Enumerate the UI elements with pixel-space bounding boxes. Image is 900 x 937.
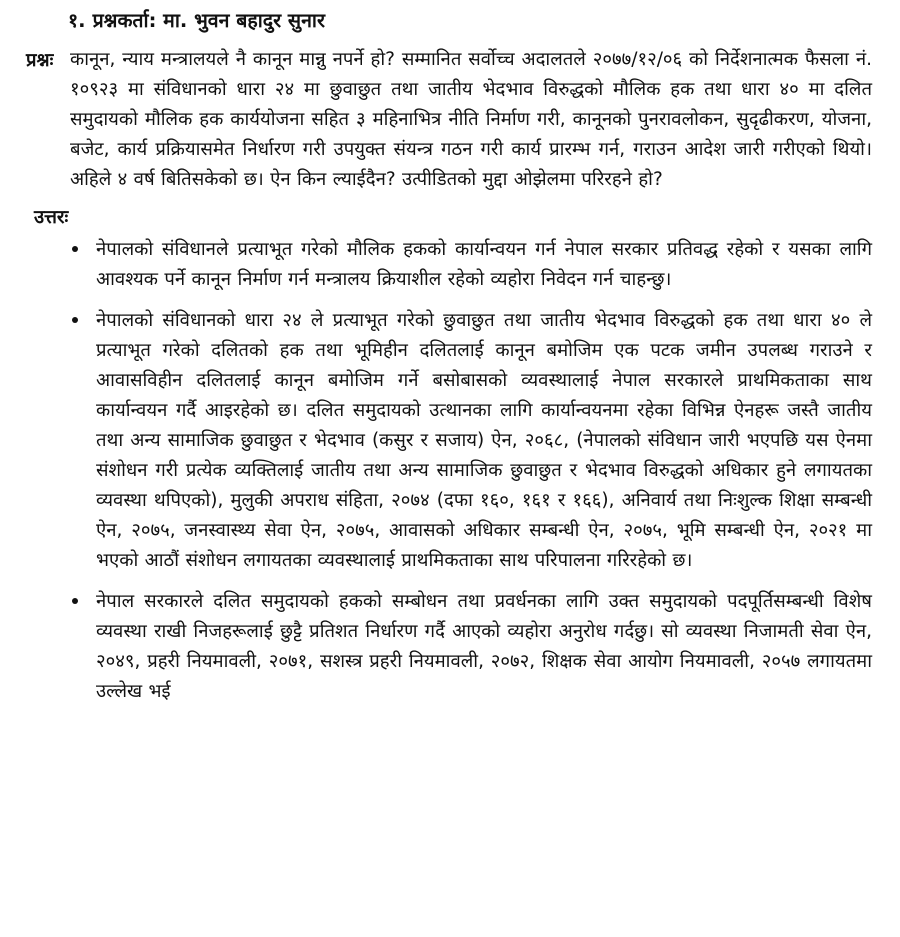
list-item: नेपालको संविधानले प्रत्याभूत गरेको मौलिक हकको कार्यान्वयन गर्न नेपाल सरकार प्रतिवद्ध रहेको र यसका लागि आवश्यक पर्ने कानून निर्माण गर्न मन्त्रालय क्रियाशील रहेको व्यहोरा निवेदन गर्न चाहन्छु।: [68, 235, 872, 295]
list-item: नेपालको संविधानको धारा २४ ले प्रत्याभूत गरेको छुवाछुत तथा जातीय भेदभाव विरुद्धको हक तथा धारा ४० ले प्रत्याभूत गरेको दलितको हक तथा भूमिहीन दलितलाई कानून बमोजिम एक पटक जमीन उपलब्ध गराउने र आवासविहीन दलितलाई कानून बमोजिम गर्ने बसोबासको व्यवस्थालाई नेपाल सरकारले प्राथमिकताका साथ कार्यान्वयन गर्दै आइरहेको छ। दलित समुदायको उत्थानका लागि कार्यान्वयनमा रहेका विभिन्न ऐनहरू जस्तै जातीय तथा अन्य सामाजिक छुवाछुत र भेदभाव (कसुर र सजाय) ऐन, २०६८, (नेपालको संविधान जारी भएपछि यस ऐनमा संशोधन गरी प्रत्येक व्यक्तिलाई जातीय तथा अन्य सामाजिक छुवाछुत र भेदभाव विरुद्धको अधिकार हुने लगायतका व्यवस्था थपिएको), मुलुकी अपराध संहिता, २०७४ (दफा १६०, १६१ र १६६), अनिवार्य तथा निःशुल्क शिक्षा सम्बन्धी ऐन, २०७५, जनस्वास्थ्य सेवा ऐन, २०७५, आवासको अधिकार सम्बन्धी ऐन, २०७५, भूमि सम्बन्धी ऐन, २०२१ मा भएको आठौं संशोधन लगायतका व्यवस्थालाई प्राथमिकताका साथ परिपालना गरिरहेको छ।: [68, 306, 872, 576]
question-title-text: प्रश्नकर्ता: मा. भुवन बहादुर सुनार: [92, 9, 325, 32]
question-label: प्रश्नः: [26, 50, 54, 72]
list-item: नेपाल सरकारले दलित समुदायको हकको सम्बोधन तथा प्रवर्धनका लागि उक्त समुदायको पदपूर्तिसम्बन्धी विशेष व्यवस्था राखी निजहरूलाई छुट्टै प्रतिशत निर्धारण गर्दै आएको व्यहोरा अनुरोध गर्दछु। सो व्यवस्था निजामती सेवा ऐन, २०४९, प्रहरी नियमावली, २०७१, सशस्त्र प्रहरी नियमावली, २०७२, शिक्षक सेवा आयोग नियमावली, २०५७ लगायतमा उल्लेख भई: [68, 587, 872, 707]
answer-bullet-list: [26, 235, 872, 707]
question-block: [26, 45, 872, 195]
question-text: कानून, न्याय मन्त्रालयले नै कानून मान्नु नपर्ने हो? सम्मानित सर्वोच्च अदालतले २०७७/१२/०६ को निर्देशनात्मक फैसला नं. १०९२३ मा संविधानको धारा २४ मा छुवाछुत तथा जातीय भेदभाव विरुद्धको मौलिक हक तथा धारा ४० मा दलित समुदायको मौलिक हक कार्ययोजना सहित ३ महिनाभित्र नीति निर्माण गरी, कानूनको पुनरावलोकन, सुदृढीकरण, योजना, बजेट, कार्य प्रक्रियासमेत निर्धारण गरी उपयुक्त संयन्त्र गठन गरी कार्य प्रारम्भ गर्न, गराउन आदेश जारी गरीएको थियो। अहिले ४ वर्ष बितिसकेको छ। ऐन किन ल्याईदैन? उत्पीडितको मुद्दा ओझेलमा परिरहने हो?: [70, 49, 872, 191]
question-title-number: १.: [68, 9, 86, 32]
question-title: [26, 6, 872, 35]
answer-label: उत्तरः: [34, 207, 69, 229]
